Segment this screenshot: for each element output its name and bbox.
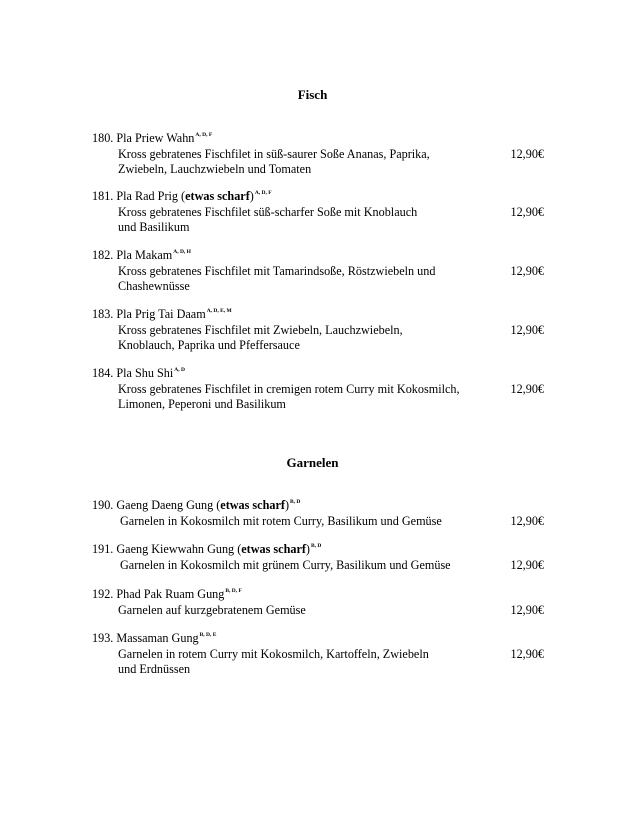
menu-item-193	[92, 631, 562, 678]
allergen-codes: B, D, E	[199, 632, 217, 638]
item-title	[92, 631, 562, 647]
item-name: Massaman Gung	[116, 631, 199, 645]
item-title	[92, 307, 562, 323]
item-name-suffix: )	[249, 189, 254, 203]
menu-item-183	[92, 307, 562, 354]
allergen-codes: B, D	[310, 543, 322, 549]
item-number: 180.	[92, 131, 114, 145]
item-title	[92, 542, 562, 558]
allergen-codes: A, D	[174, 367, 185, 373]
section-heading-fisch: Fisch	[297, 87, 328, 102]
item-name: Pla Shu Shi	[116, 366, 174, 380]
spicy-note: etwas scharf	[241, 542, 306, 556]
item-number: 193.	[92, 631, 114, 645]
item-name: Pla Prig Tai Daam	[116, 307, 206, 321]
item-name: Pla Makam	[116, 248, 173, 262]
item-number: 191.	[92, 542, 114, 556]
allergen-codes: B, D	[290, 499, 301, 505]
item-price: 12,90€	[510, 263, 544, 278]
item-price: 12,90€	[510, 602, 544, 617]
item-description-line-1: Kross gebratenes Fischfilet süß-scharfer Soße mit Knoblauch	[118, 204, 418, 219]
item-description-line-1: Garnelen in rotem Curry mit Kokosmilch, Kartoffeln, Zwiebeln	[118, 646, 429, 661]
menu-item-182	[92, 248, 562, 295]
allergen-codes: A, D, F	[195, 132, 213, 138]
item-price: 12,90€	[510, 646, 544, 661]
item-name: Pla Rad Prig (	[116, 189, 186, 203]
item-number: 184.	[92, 366, 114, 380]
item-description-line-1: Garnelen in Kokosmilch mit grünem Curry, Basilikum und Gemüse	[120, 557, 451, 572]
item-number: 183.	[92, 307, 114, 321]
spicy-note: etwas scharf	[220, 498, 285, 512]
item-description-line-2: und Basilikum	[118, 220, 190, 234]
menu-item-191	[92, 542, 562, 573]
menu-item-192	[92, 587, 562, 618]
item-price: 12,90€	[510, 513, 544, 528]
item-description-line-2: Zwiebeln, Lauchzwiebeln und Tomaten	[118, 162, 312, 176]
menu-item-180	[92, 131, 562, 178]
item-price: 12,90€	[510, 381, 544, 396]
item-title	[92, 587, 562, 603]
allergen-codes: A, D, H	[173, 249, 191, 255]
menu-item-190	[92, 498, 562, 529]
item-description-line-1: Garnelen in Kokosmilch mit rotem Curry, Basilikum und Gemüse	[120, 513, 442, 528]
allergen-codes: A, D, E, M	[206, 308, 232, 314]
item-price: 12,90€	[510, 146, 544, 161]
item-description-line-1: Kross gebratenes Fischfilet in süß-saurer Soße Ananas, Paprika,	[118, 146, 430, 161]
item-description-line-2: Knoblauch, Paprika und Pfeffersauce	[118, 338, 300, 352]
item-title	[92, 366, 562, 382]
spicy-note: etwas scharf	[185, 189, 250, 203]
item-name: Gaeng Daeng Gung (	[116, 498, 221, 512]
item-description-line-2: Chashewnüsse	[118, 279, 190, 293]
item-price: 12,90€	[510, 557, 544, 572]
menu-item-184	[92, 366, 562, 413]
item-title	[92, 498, 562, 514]
menu-item-181	[92, 189, 562, 236]
item-description-line-1: Kross gebratenes Fischfilet in cremigen rotem Curry mit Kokosmilch,	[118, 381, 460, 396]
item-name: Gaeng Kiewwahn Gung (	[116, 542, 242, 556]
item-number: 182.	[92, 248, 114, 262]
item-name-suffix: )	[305, 542, 310, 556]
item-description-line-2: und Erdnüssen	[118, 662, 191, 676]
item-price: 12,90€	[510, 204, 544, 219]
item-number: 190.	[92, 498, 114, 512]
item-number: 181.	[92, 189, 114, 203]
section-heading-garnelen: Garnelen	[286, 455, 339, 470]
allergen-codes: B, D, F	[225, 588, 242, 594]
item-price: 12,90€	[510, 322, 544, 337]
item-name: Phad Pak Ruam Gung	[116, 587, 225, 601]
item-description-line-1: Kross gebratenes Fischfilet mit Zwiebeln, Lauchzwiebeln,	[118, 322, 403, 337]
item-title	[92, 131, 562, 147]
item-name-suffix: )	[284, 498, 289, 512]
item-number: 192.	[92, 587, 114, 601]
item-title	[92, 248, 562, 264]
item-title	[92, 189, 562, 205]
allergen-codes: A, D, F	[254, 190, 272, 196]
item-description-line-2: Limonen, Peperoni und Basilikum	[118, 397, 286, 411]
item-name: Pla Priew Wahn	[116, 131, 195, 145]
item-description-line-1: Garnelen auf kurzgebratenem Gemüse	[118, 602, 306, 617]
item-description-line-1: Kross gebratenes Fischfilet mit Tamarindsoße, Röstzwiebeln und	[118, 263, 436, 278]
